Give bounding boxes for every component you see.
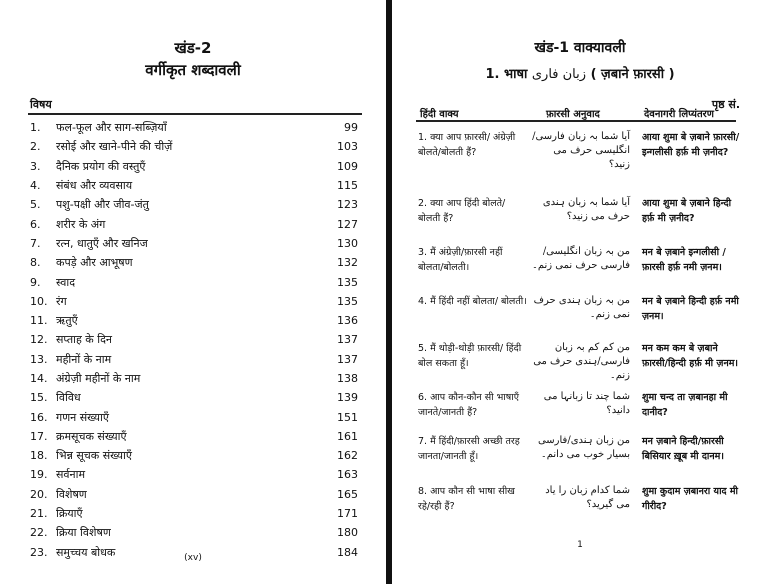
toc-number: 11. [30,314,48,328]
toc-title: संबंध और व्यवसाय [56,179,133,193]
phrase-farsi: آیا شما بہ زبان ہندی حرف می زنید؟ [542,197,630,222]
phrase-hindi: 8. आप कौन सी भाषा सीख रहे/रही हैं? [418,486,515,512]
toc-number: 15. [30,391,48,405]
toc-row [30,407,358,426]
toc-number: 23. [30,545,48,559]
toc-title: ऋतुएँ [56,314,78,328]
toc-title: शरीर के अंग [56,217,106,231]
toc-page-number: 162 [337,449,358,463]
phrase-hindi: 1. क्या आप फ़ारसी/ अंग्रेज़ी बोलते/बोलती हैं? [418,132,516,158]
toc-row [30,311,358,330]
section-heading: खंड-2 [174,39,212,57]
toc-number: 8. [30,256,41,270]
toc-header [30,97,740,112]
toc-page-number: 180 [337,526,358,540]
toc-number: 22. [30,526,48,540]
phrase-farsi: شما کدام زبان را یاد می گیرید؟ [545,485,630,510]
phrase-farsi: من زبان ہندی/فارسی بسیار خوب می دانم۔ [537,435,630,460]
toc-page-number: 165 [337,487,358,501]
toc-page-number: 103 [337,140,358,154]
phrase-hindi: 3. मैं अंग्रेज़ी/फ़ारसी नहीं बोलता/बोलती। [418,247,503,273]
toc-row [30,330,358,349]
toc-page-number: 171 [337,507,358,521]
toc-title: विविध [56,391,81,405]
toc-page-number: 139 [337,391,358,405]
phrase-farsi: آیا شما بہ زبان فارسی/انگلیسی حرف می زنید؟ [532,131,630,170]
header-rule [416,120,736,122]
toc-row [30,369,358,388]
toc-number: 3. [30,159,41,173]
toc-number: 5. [30,198,41,212]
toc-number: 9. [30,275,41,289]
toc-title: समुच्चय बोधक [56,545,116,559]
toc-page-number: 99 [344,121,358,135]
phrase-devnagari: मन कम कम बे ज़बाने फ़ारसी/हिन्दी हर्फ़ मी ज़नम। [642,343,739,369]
toc-row [30,272,358,291]
toc-page-number: 127 [337,217,358,231]
col-subject: विषय [30,98,52,111]
toc-title: क्रमसूचक संख्याएँ [56,429,127,443]
toc-title: गणन संख्याएँ [56,410,109,424]
toc-number: 21. [30,507,48,521]
toc-row [30,485,358,504]
toc-title: क्रियाएँ [56,507,83,521]
toc-title: क्रिया विशेषण [56,526,111,540]
header-rule [28,113,362,115]
toc-title: महीनों के नाम [56,352,112,366]
phrase-hindi: 6. आप कौन-कौन सी भाषाएँ जानते/जानती हैं? [418,392,519,418]
toc-row [30,504,358,523]
phrase-hindi: 2. क्या आप हिंदी बोलते/ बोलती हैं? [418,198,506,224]
toc-number: 14. [30,372,48,385]
phrase-farsi: من کم کم بہ زبان فارسی/ہندی حرف می زنم۔ [533,342,630,381]
toc-row [30,446,358,465]
toc-row [30,427,358,446]
phrase-farsi: شما چند تا زبانہا می دانید؟ [543,391,630,416]
col-page: पृष्ठ सं. [711,98,740,111]
section-title: वर्गीकृत शब्दावली [145,61,241,79]
toc-number: 19. [30,468,48,482]
toc-number: 20. [30,487,48,501]
toc-title: कपड़े और आभूषण [56,256,133,270]
col-devnagari: देवनागरी लिप्यंतरण [644,109,715,120]
toc-number: 1. [30,121,41,135]
toc-page-number: 137 [337,333,358,347]
toc-row [30,234,358,253]
col-farsi: फ़ारसी अनुवाद [546,109,600,120]
phrase-devnagari: शुमा चन्द ता ज़बानहा मी दानीद? [642,392,728,418]
subtitle-suffix: ( ज़बाने फ़ारसी ) [590,67,675,82]
toc-row [30,350,358,369]
toc-page-number: 132 [337,256,358,270]
phrase-devnagari: मन बे ज़बाने हिन्दी हर्फ़ नमी ज़नम। [642,296,739,322]
toc-title: सर्वनाम [56,468,86,482]
toc-number: 10. [30,294,48,308]
toc-page-number: 151 [337,410,358,424]
toc-list [30,118,358,562]
phrase-hindi: 5. मैं थोड़ी-थोड़ी फ़ारसी/ हिंदी बोल सकता हूँ। [418,343,522,369]
page-number: (xv) [184,553,202,563]
toc-title: पशु-पक्षी और जीव-जंतु [56,198,149,212]
toc-row [30,137,358,156]
toc-row [30,523,358,542]
toc-row [30,195,358,214]
toc-title: सप्ताह के दिन [56,333,113,347]
toc-page-number: 138 [337,372,358,385]
toc-title: रत्न, धातुएँ और खनिज [56,236,148,250]
toc-row [30,176,358,195]
toc-number: 17. [30,429,48,443]
toc-page-number: 136 [337,314,358,328]
book-spine [386,0,392,584]
toc-number: 6. [30,217,41,231]
toc-title: विशेषण [56,487,87,501]
toc-title: भिन्न सूचक संख्याएँ [56,449,132,463]
section-heading: खंड-1 वाक्यावली [534,40,626,56]
toc-number: 13. [30,352,48,366]
phrase-devnagari: आया शुमा बे ज़बाने फ़ारसी/इन्गलीसी हर्फ़ मी ज़नीद? [642,132,740,158]
toc-number: 18. [30,449,48,463]
toc-page-number: 135 [337,294,358,308]
section-subtitle [392,64,768,82]
phrase-hindi: 4. मैं हिंदी नहीं बोलता/ बोलती। [418,296,527,307]
page-number: 1 [577,540,583,550]
phrase-devnagari: आया शुमा बे ज़बाने हिन्दी हर्फ़ मी ज़नीद? [642,198,732,224]
toc-title: रंग [56,294,67,308]
toc-number: 2. [30,140,41,154]
phrase-hindi: 7. मैं हिंदी/फ़ारसी अच्छी तरह जानता/जानती हूँ। [418,436,520,462]
toc-number: 7. [30,236,41,250]
toc-row [30,214,358,233]
toc-row [30,253,358,272]
toc-title: अंग्रेज़ी महीनों के नाम [56,372,141,385]
toc-page-number: 137 [337,352,358,366]
toc-page-number: 130 [337,236,358,250]
phrase-farsi: من بہ زبان ہندی حرف نمی زنم۔ [533,295,630,320]
toc-page-number: 123 [337,198,358,212]
phrase-devnagari: शुमा कुदाम ज़बानरा याद मी गीरीद? [642,486,739,512]
toc-page-number: 184 [337,545,358,559]
toc-title: फल-फूल और साग-सब्ज़ियाँ [56,121,167,135]
col-hindi: हिंदी वाक्य [420,109,459,120]
toc-title: रसोई और खाने-पीने की चीज़ें [56,140,173,154]
toc-number: 12. [30,333,48,347]
toc-row [30,465,358,484]
phrase-devnagari: मन बे ज़बाने इन्गलीसी /फ़ारसी हर्फ़ नमी ज़नम। [642,247,726,273]
toc-title: दैनिक प्रयोग की वस्तुएँ [56,159,146,173]
toc-page-number: 115 [337,179,358,193]
phrase-devnagari: मन ज़बाने हिन्दी/फ़ारसी बिसियार ख़ूब मी दानम। [642,436,724,462]
toc-page-number: 163 [337,468,358,482]
toc-page-number: 135 [337,275,358,289]
phrase-farsi: من بہ زبان انگلیسی/فارسی حرف نمی زنم۔ [532,246,630,271]
toc-row [30,157,358,176]
toc-row [30,388,358,407]
subtitle-urdu: زبان فاری [531,67,587,82]
toc-row [30,292,358,311]
toc-page-number: 109 [337,159,358,173]
toc-title: स्वाद [56,275,76,289]
toc-number: 16. [30,410,48,424]
toc-page-number: 161 [337,429,358,443]
toc-number: 4. [30,179,41,193]
subtitle-prefix: 1. भाषा [485,67,528,82]
toc-row [30,118,358,137]
